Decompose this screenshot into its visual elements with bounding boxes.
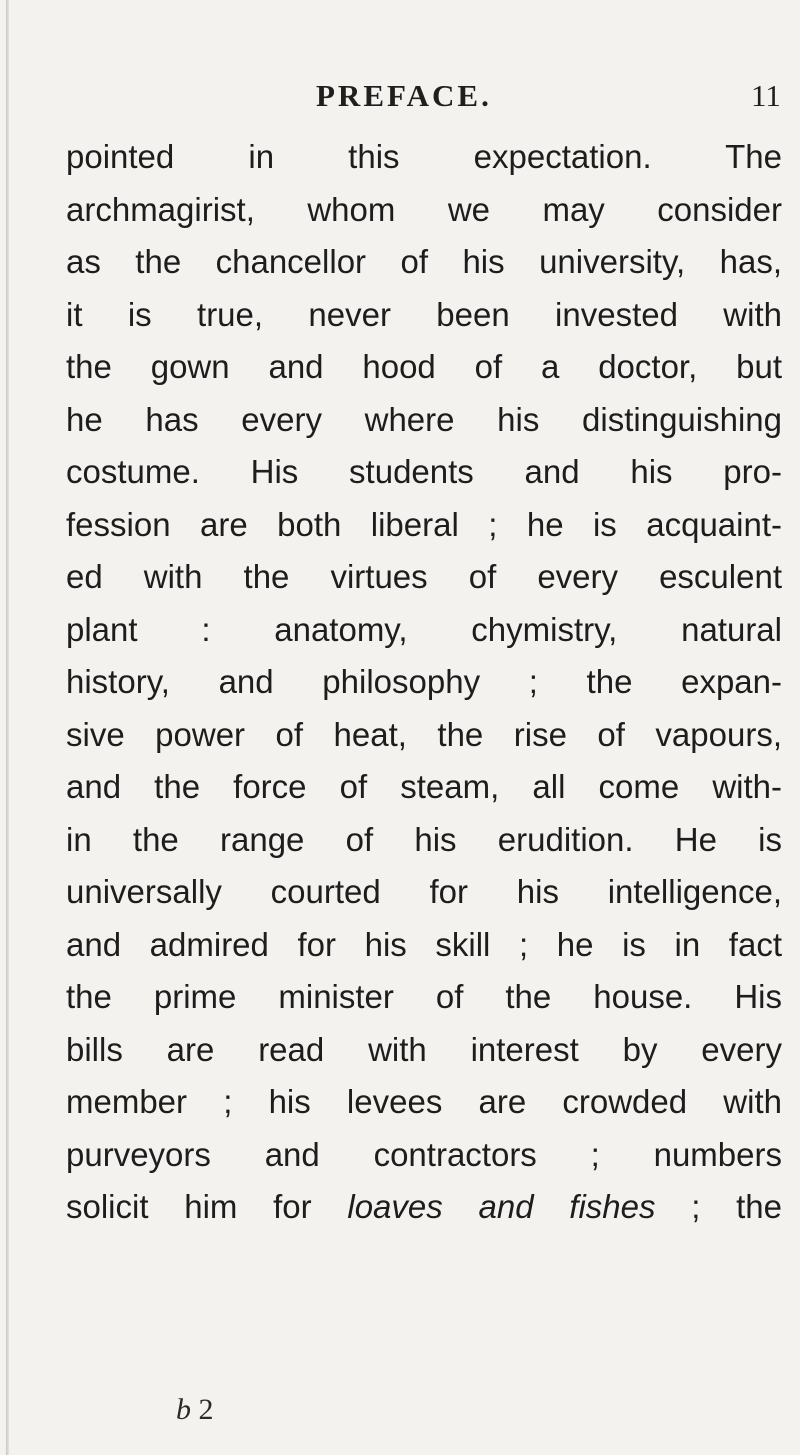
text-line: bills are read with interest by every bbox=[66, 1030, 782, 1068]
text-line: fession are both liberal ; he is acquaint- bbox=[66, 505, 782, 543]
running-head bbox=[0, 78, 800, 118]
text-line: purveyors and contractors ; numbers bbox=[66, 1135, 782, 1173]
text-line: plant : anatomy, chymistry, natural bbox=[66, 610, 782, 648]
text-line: sive power of heat, the rise of vapours, bbox=[66, 715, 782, 753]
text-fragment: solicit him for bbox=[66, 1188, 348, 1225]
text-line-last bbox=[66, 1181, 782, 1234]
text-line: as the chancellor of his university, has, bbox=[66, 243, 782, 280]
text-line: and the force of steam, all come with- bbox=[66, 768, 782, 805]
signature-number: 2 bbox=[198, 1393, 214, 1426]
signature-letter: b bbox=[176, 1393, 191, 1426]
text-line: and admired for his skill ; he is in fact bbox=[66, 925, 782, 963]
page-number: 11 bbox=[751, 78, 781, 113]
text-line: the gown and hood of a doctor, but bbox=[66, 348, 782, 385]
signature-mark bbox=[176, 1393, 214, 1427]
text-line: costume. His students and his pro- bbox=[66, 453, 782, 490]
text-line: it is true, never been invested with bbox=[66, 295, 782, 333]
text-line: archmagirist, whom we may consider bbox=[66, 190, 782, 228]
text-line: he has every where his distinguishing bbox=[66, 400, 782, 438]
italic-phrase: loaves and fishes bbox=[347, 1188, 656, 1225]
text-line: the prime minister of the house. His bbox=[66, 978, 782, 1015]
text-line: pointed in this expectation. The bbox=[66, 138, 782, 175]
body-text bbox=[66, 131, 782, 1234]
running-head-title: PREFACE. bbox=[316, 78, 492, 113]
text-line: member ; his levees are crowded with bbox=[66, 1083, 782, 1120]
text-line: ed with the virtues of every esculent bbox=[66, 558, 782, 595]
binding-edge bbox=[6, 0, 9, 1455]
text-line: history, and philosophy ; the expan- bbox=[66, 663, 782, 700]
text-line: in the range of his erudition. He is bbox=[66, 820, 782, 858]
text-line: universally courted for his intelligence, bbox=[66, 873, 782, 910]
text-fragment: ; the bbox=[655, 1188, 782, 1225]
